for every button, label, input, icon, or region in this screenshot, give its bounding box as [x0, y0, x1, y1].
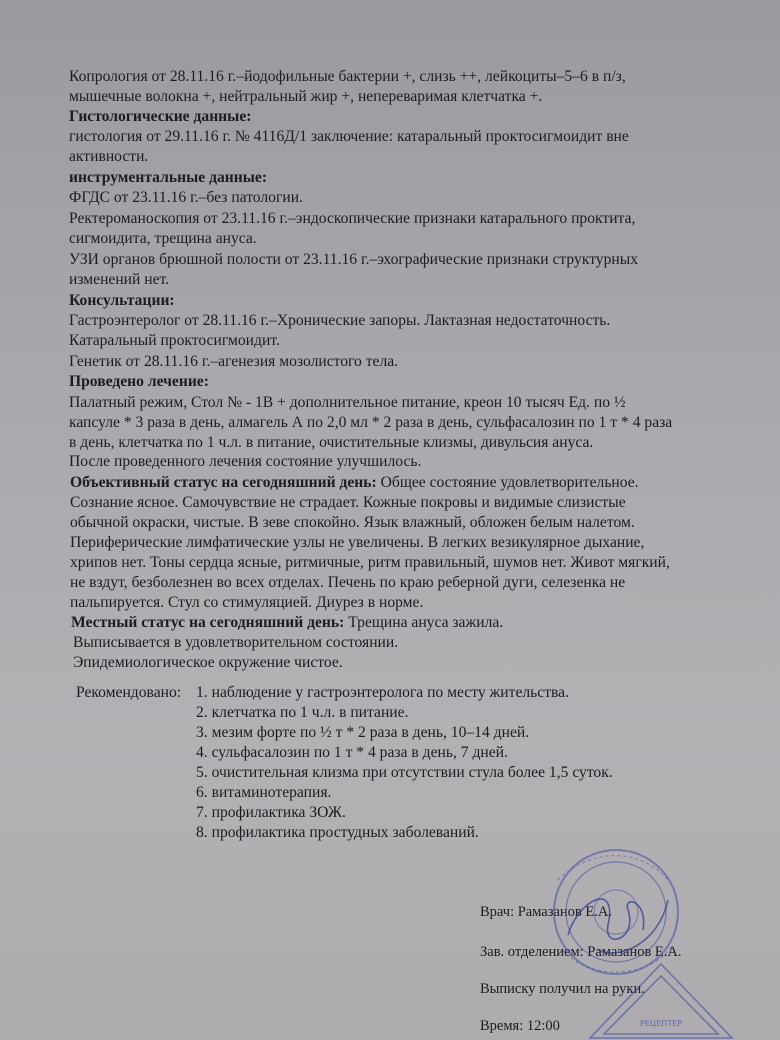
- doctor-signature-line: Врач: Рамазанов Е.А.: [480, 904, 612, 920]
- recommendation-item: 6. витаминотерапия.: [196, 784, 332, 801]
- consultations-heading: Консультации:: [69, 292, 175, 309]
- gastro-line-2: Катаральный проктосигмоидит.: [69, 332, 280, 349]
- objective-status-line-1: [70, 473, 639, 493]
- rectoscopy-line-1: Ректероманоскопия от 23.11.16 г.–эндоскопические признаки катарального проктита,: [69, 210, 636, 227]
- objective-status-heading: Объективный статус на сегодняшний день:: [70, 474, 377, 491]
- recommendation-item: 3. мезим форте по ½ т * 2 раза в день, 10–14 дней.: [196, 724, 530, 741]
- coprology-line-2: мышечные волокна +, нейтральный жир +, непереваримая клетчатка +.: [69, 88, 543, 105]
- ultrasound-line-2: изменений нет.: [69, 271, 170, 288]
- treatment-line-3: в день, клетчатка по 1 ч.л. в питание, очистительные клизмы, дивульсия ануса.: [69, 434, 594, 451]
- treatment-line-1: Палатный режим, Стол № - 1В + дополнительное питание, креон 10 тысяч Ед. по ½: [69, 394, 626, 411]
- local-status-line: [71, 613, 503, 633]
- time-line: Время: 12:00: [480, 1018, 560, 1034]
- histology-line-2: активности.: [69, 148, 149, 165]
- objective-status-line-3: обычной окраски, чистые. В зеве спокойно. Язык влажный, обложен белым налетом.: [70, 514, 635, 531]
- treatment-heading: Проведено лечение:: [69, 373, 209, 390]
- genetic-line: Генетик от 28.11.16 г.–агенезия мозолистого тела.: [69, 353, 399, 370]
- instrumental-heading: инструментальные данные:: [69, 169, 268, 186]
- coprology-line-1: Копрология от 28.11.16 г.–йодофильные бактерии +, слизь ++, лейкоциты–5–6 в п/з,: [69, 68, 626, 85]
- recommendation-item: 8. профилактика простудных заболеваний.: [196, 824, 479, 841]
- recommendation-item: 4. сульфасалозин по 1 т * 4 раза в день, 7 дней.: [196, 744, 508, 761]
- ultrasound-line-1: УЗИ органов брюшной полости от 23.11.16 г.–эхографические признаки структурных: [69, 251, 639, 268]
- fgds-line: ФГДС от 23.11.16 г.–без патологии.: [69, 189, 303, 206]
- histology-heading: Гистологические данные:: [69, 108, 252, 125]
- head-signature-line: Зав. отделением: Рамазанов Е.А.: [480, 944, 682, 960]
- gastro-line-1: Гастроэнтеролог от 28.11.16 г.–Хронические запоры. Лактазная недостаточность.: [69, 312, 611, 329]
- recommendation-item: 1. наблюдение у гастроэнтеролога по месту жительства.: [196, 684, 569, 701]
- local-status-heading: Местный статус на сегодняшний день:: [71, 614, 345, 631]
- objective-status-line-4: Периферические лимфатические узлы не увеличены. В легких везикулярное дыхание,: [70, 534, 645, 551]
- triangle-stamp-text: РЕЦЕПТЕР: [640, 1019, 682, 1028]
- histology-line-1: гистология от 29.11.16 г. № 4116Д/1 заключение: катаральный проктосигмоидит вне: [69, 128, 629, 145]
- discharge-state-line: Выписывается в удовлетворительном состоянии.: [73, 634, 399, 651]
- objective-status-line-2: Сознание ясное. Самочувствие не страдает. Кожные покровы и видимые слизистые: [70, 494, 626, 511]
- recommendation-item: 2. клетчатка по 1 ч.л. в питание.: [196, 704, 409, 721]
- treatment-result-line: После проведенного лечения состояние улучшилось.: [69, 453, 422, 470]
- triangle-stamp-icon: [586, 960, 736, 1040]
- received-line: Выписку получил на руки.: [480, 981, 645, 997]
- rectoscopy-line-2: сигмоидита, трещина ануса.: [69, 230, 257, 247]
- objective-status-line-6: не вздут, безболезнен во всех отделах. Печень по краю реберной дуги, селезенка не: [70, 574, 626, 591]
- objective-status-line-7: пальпируется. Стул со стимуляцией. Диурез в норме.: [70, 594, 424, 611]
- objective-status-line-5: хрипов нет. Тоны сердца ясные, ритмичные, ритм правильный, шумов нет. Живот мягкий,: [70, 554, 670, 571]
- epidemiology-line: Эпидемиологическое окружение чистое.: [73, 654, 343, 671]
- recommend-label: Рекомендовано:: [76, 684, 182, 701]
- local-status-text: Трещина ануса зажила.: [348, 614, 504, 631]
- objective-status-text: Общее состояние удовлетворительное.: [380, 474, 639, 491]
- treatment-line-2: капсуле * 3 раза в день, алмагель А по 2,0 мл * 2 раза в день, сульфасалозин по 1 т * 4 раза: [69, 414, 673, 431]
- recommendation-item: 7. профилактика ЗОЖ.: [196, 804, 346, 821]
- recommendation-item: 5. очистительная клизма при отсутствии стула более 1,5 суток.: [196, 764, 613, 781]
